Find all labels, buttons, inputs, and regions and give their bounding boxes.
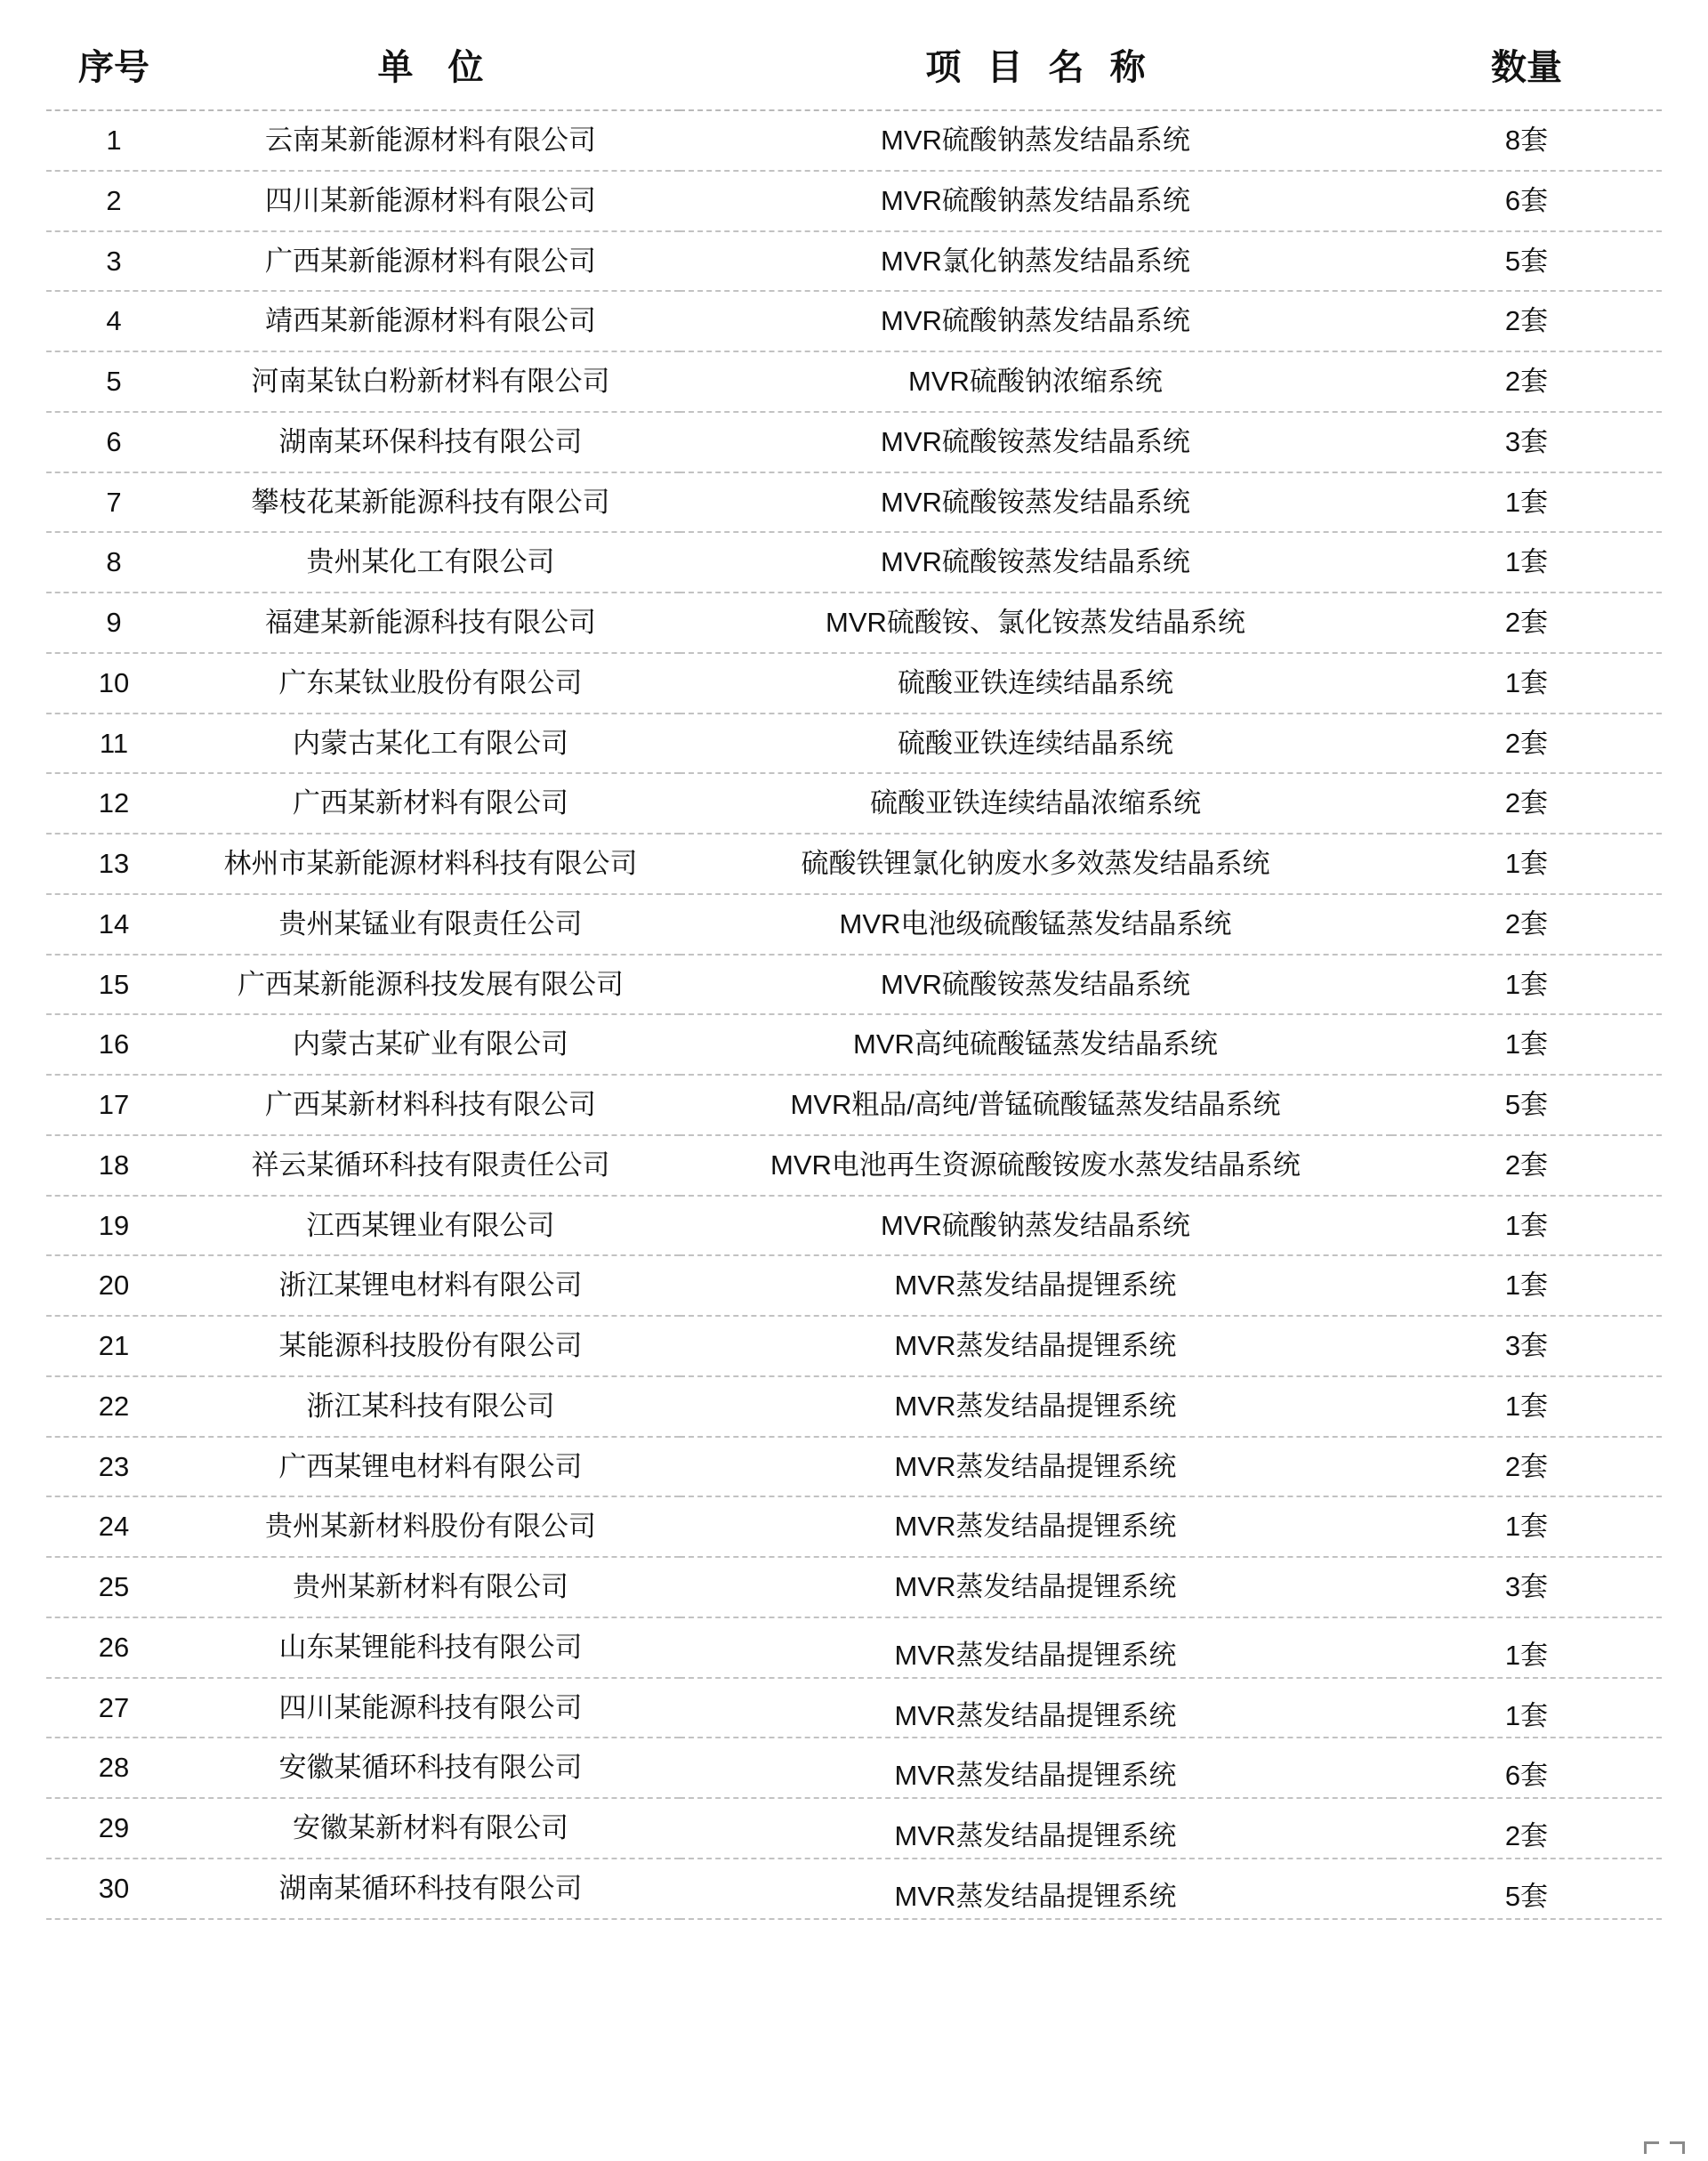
table-row (46, 1496, 1662, 1557)
cell-index: 22 (98, 1390, 130, 1422)
cell-quantity: 2套 (1504, 907, 1549, 939)
table-row (46, 1437, 1662, 1497)
cell-project: MVR硫酸钠蒸发结晶系统 (881, 184, 1190, 216)
table-header (46, 30, 1662, 110)
cell-unit: 贵州某化工有限公司 (306, 546, 555, 578)
cell-project: MVR电池级硫酸锰蒸发结晶系统 (839, 907, 1232, 939)
cell-quantity: 1套 (1504, 848, 1549, 879)
cell-project: MVR蒸发结晶提锂系统 (894, 1820, 1177, 1851)
cell-unit: 靖西某新能源材料有限公司 (265, 305, 596, 337)
table-row (46, 472, 1662, 533)
cell-quantity: 1套 (1504, 968, 1549, 1000)
cell-project: MVR硫酸铵、氯化铵蒸发结晶系统 (826, 607, 1245, 638)
cell-quantity: 1套 (1504, 1390, 1549, 1422)
cell-unit: 湖南某循环科技有限公司 (278, 1872, 583, 1904)
cell-index: 2 (106, 184, 122, 216)
cell-unit: 安徽某循环科技有限公司 (278, 1752, 583, 1784)
cell-quantity: 1套 (1504, 1028, 1549, 1060)
cell-index: 17 (98, 1089, 130, 1120)
cell-quantity: 1套 (1504, 486, 1549, 518)
page-corner-mark (1644, 2131, 1685, 2154)
cell-project: MVR硫酸钠蒸发结晶系统 (881, 1209, 1190, 1241)
cell-project: MVR蒸发结晶提锂系统 (894, 1880, 1177, 1912)
cell-unit: 河南某钛白粉新材料有限公司 (251, 366, 610, 397)
cell-project: MVR硫酸铵蒸发结晶系统 (881, 546, 1190, 578)
cell-project: MVR硫酸铵蒸发结晶系统 (881, 425, 1190, 457)
table-row (46, 1135, 1662, 1196)
cell-index: 14 (98, 907, 130, 939)
table-row (46, 1617, 1662, 1678)
cell-project: 硫酸亚铁连续结晶浓缩系统 (870, 787, 1201, 819)
cell-unit: 广西某锂电材料有限公司 (278, 1450, 583, 1482)
cell-quantity: 5套 (1504, 245, 1549, 277)
table-row (46, 1678, 1662, 1738)
column-header-project: 项 目 名 称 (925, 48, 1154, 87)
table-row (46, 894, 1662, 955)
cell-project: 硫酸亚铁连续结晶系统 (898, 666, 1173, 698)
cell-quantity: 1套 (1504, 1209, 1549, 1241)
table-row (46, 532, 1662, 593)
column-header-unit: 单 位 (377, 48, 496, 87)
table-row (46, 955, 1662, 1015)
cell-quantity: 3套 (1504, 1330, 1549, 1361)
cell-index: 4 (106, 305, 122, 337)
cell-index: 12 (98, 787, 130, 819)
cell-project: MVR蒸发结晶提锂系统 (894, 1699, 1177, 1731)
table-row (46, 351, 1662, 412)
table-row (46, 653, 1662, 714)
table-row (46, 834, 1662, 894)
cell-index: 3 (106, 245, 122, 277)
cell-unit: 浙江某锂电材料有限公司 (278, 1270, 583, 1302)
cell-project: MVR蒸发结晶提锂系统 (894, 1571, 1177, 1602)
cell-index: 11 (99, 727, 129, 759)
cell-index: 15 (98, 968, 130, 1000)
cell-quantity: 1套 (1504, 1511, 1549, 1543)
cell-unit: 林州市某新能源材料科技有限公司 (223, 848, 638, 879)
cell-index: 29 (98, 1812, 130, 1843)
cell-quantity: 3套 (1504, 1571, 1549, 1602)
cell-unit: 广西某新能源科技发展有限公司 (238, 968, 624, 1000)
table-row (46, 1075, 1662, 1135)
cell-quantity: 2套 (1504, 607, 1549, 638)
table-row (46, 714, 1662, 774)
table-row (46, 1014, 1662, 1075)
table-row (46, 412, 1662, 472)
project-reference-table (46, 30, 1662, 1920)
cell-index: 13 (98, 848, 130, 879)
cell-project: MVR硫酸铵蒸发结晶系统 (881, 486, 1190, 518)
cell-project: MVR蒸发结晶提锂系统 (894, 1639, 1177, 1671)
column-header-quantity: 数量 (1491, 48, 1562, 87)
cell-project: MVR硫酸钠浓缩系统 (908, 366, 1163, 397)
cell-quantity: 2套 (1504, 727, 1549, 759)
cell-quantity: 3套 (1504, 425, 1549, 457)
cell-quantity: 1套 (1504, 546, 1549, 578)
cell-project: MVR粗品/高纯/普锰硫酸锰蒸发结晶系统 (790, 1089, 1281, 1120)
table-row (46, 1859, 1662, 1919)
table-row (46, 593, 1662, 653)
cell-project: MVR蒸发结晶提锂系统 (894, 1270, 1177, 1302)
cell-unit: 广东某钛业股份有限公司 (278, 666, 583, 698)
cell-index: 28 (98, 1752, 130, 1784)
cell-unit: 安徽某新材料有限公司 (293, 1812, 568, 1843)
cell-quantity: 2套 (1504, 1820, 1549, 1851)
column-header-index: 序号 (78, 48, 149, 87)
cell-quantity: 2套 (1504, 366, 1549, 397)
cell-unit: 四川某新能源材料有限公司 (265, 184, 596, 216)
cell-index: 30 (98, 1872, 130, 1904)
cell-project: MVR蒸发结晶提锂系统 (894, 1511, 1177, 1543)
cell-unit: 内蒙古某矿业有限公司 (293, 1028, 568, 1060)
cell-unit: 贵州某新材料有限公司 (293, 1571, 568, 1602)
table-row (46, 291, 1662, 351)
cell-unit: 云南某新能源材料有限公司 (265, 125, 596, 156)
cell-index: 5 (106, 366, 122, 397)
cell-unit: 广西某新能源材料有限公司 (265, 245, 596, 277)
cell-unit: 湖南某环保科技有限公司 (278, 425, 583, 457)
cell-quantity: 1套 (1504, 1699, 1549, 1731)
cell-project: MVR高纯硫酸锰蒸发结晶系统 (853, 1028, 1218, 1060)
cell-quantity: 5套 (1504, 1880, 1549, 1912)
cell-quantity: 6套 (1504, 184, 1549, 216)
table-row (46, 1557, 1662, 1617)
cell-index: 18 (98, 1149, 130, 1181)
cell-unit: 内蒙古某化工有限公司 (293, 727, 568, 759)
cell-index: 27 (98, 1691, 130, 1723)
cell-index: 21 (98, 1330, 130, 1361)
cell-index: 8 (106, 546, 122, 578)
cell-project: MVR蒸发结晶提锂系统 (894, 1330, 1177, 1361)
cell-quantity: 6套 (1504, 1760, 1549, 1792)
table-row (46, 773, 1662, 834)
cell-index: 9 (106, 607, 122, 638)
cell-unit: 江西某锂业有限公司 (306, 1209, 555, 1241)
cell-project: MVR氯化钠蒸发结晶系统 (881, 245, 1190, 277)
cell-index: 25 (98, 1571, 130, 1602)
cell-index: 10 (98, 666, 130, 698)
cell-quantity: 1套 (1504, 1270, 1549, 1302)
cell-quantity: 1套 (1504, 1639, 1549, 1671)
table-header-row (46, 30, 1662, 110)
cell-index: 20 (98, 1270, 130, 1302)
cell-project: MVR蒸发结晶提锂系统 (894, 1390, 1177, 1422)
table-row (46, 231, 1662, 292)
cell-unit: 四川某能源科技有限公司 (278, 1691, 583, 1723)
cell-index: 26 (98, 1631, 130, 1663)
cell-quantity: 8套 (1504, 125, 1549, 156)
cell-quantity: 2套 (1504, 1149, 1549, 1181)
cell-unit: 浙江某科技有限公司 (306, 1390, 555, 1422)
cell-index: 19 (98, 1209, 130, 1241)
table-row (46, 1196, 1662, 1256)
cell-project: 硫酸铁锂氯化钠废水多效蒸发结晶系统 (801, 848, 1270, 879)
table-row (46, 1255, 1662, 1316)
cell-unit: 贵州某锰业有限责任公司 (278, 907, 583, 939)
cell-index: 23 (98, 1450, 130, 1482)
cell-project: MVR电池再生资源硫酸铵废水蒸发结晶系统 (770, 1149, 1301, 1181)
cell-project: MVR蒸发结晶提锂系统 (894, 1760, 1177, 1792)
cell-unit: 广西某新材料科技有限公司 (265, 1089, 596, 1120)
cell-project: MVR硫酸铵蒸发结晶系统 (881, 968, 1190, 1000)
cell-unit: 广西某新材料有限公司 (293, 787, 568, 819)
cell-project: MVR蒸发结晶提锂系统 (894, 1450, 1177, 1482)
table-row (46, 1798, 1662, 1859)
cell-quantity: 1套 (1504, 666, 1549, 698)
table-body (46, 110, 1662, 1919)
cell-unit: 祥云某循环科技有限责任公司 (251, 1149, 610, 1181)
cell-index: 24 (98, 1511, 130, 1543)
cell-unit: 福建某新能源科技有限公司 (265, 607, 596, 638)
cell-quantity: 2套 (1504, 1450, 1549, 1482)
table-row (46, 110, 1662, 171)
cell-unit: 山东某锂能科技有限公司 (278, 1631, 583, 1663)
cell-quantity: 5套 (1504, 1089, 1549, 1120)
table-row (46, 1738, 1662, 1798)
cell-quantity: 2套 (1504, 787, 1549, 819)
cell-project: MVR硫酸钠蒸发结晶系统 (881, 125, 1190, 156)
table-row (46, 1376, 1662, 1437)
table-row (46, 171, 1662, 231)
cell-index: 16 (98, 1028, 130, 1060)
cell-unit: 贵州某新材料股份有限公司 (265, 1511, 596, 1543)
cell-project: MVR硫酸钠蒸发结晶系统 (881, 305, 1190, 337)
cell-unit: 某能源科技股份有限公司 (278, 1330, 583, 1361)
cell-index: 7 (106, 486, 122, 518)
cell-project: 硫酸亚铁连续结晶系统 (898, 727, 1173, 759)
table-row (46, 1316, 1662, 1376)
cell-index: 6 (106, 425, 122, 457)
cell-quantity: 2套 (1504, 305, 1549, 337)
cell-index: 1 (106, 125, 122, 156)
cell-unit: 攀枝花某新能源科技有限公司 (251, 486, 610, 518)
